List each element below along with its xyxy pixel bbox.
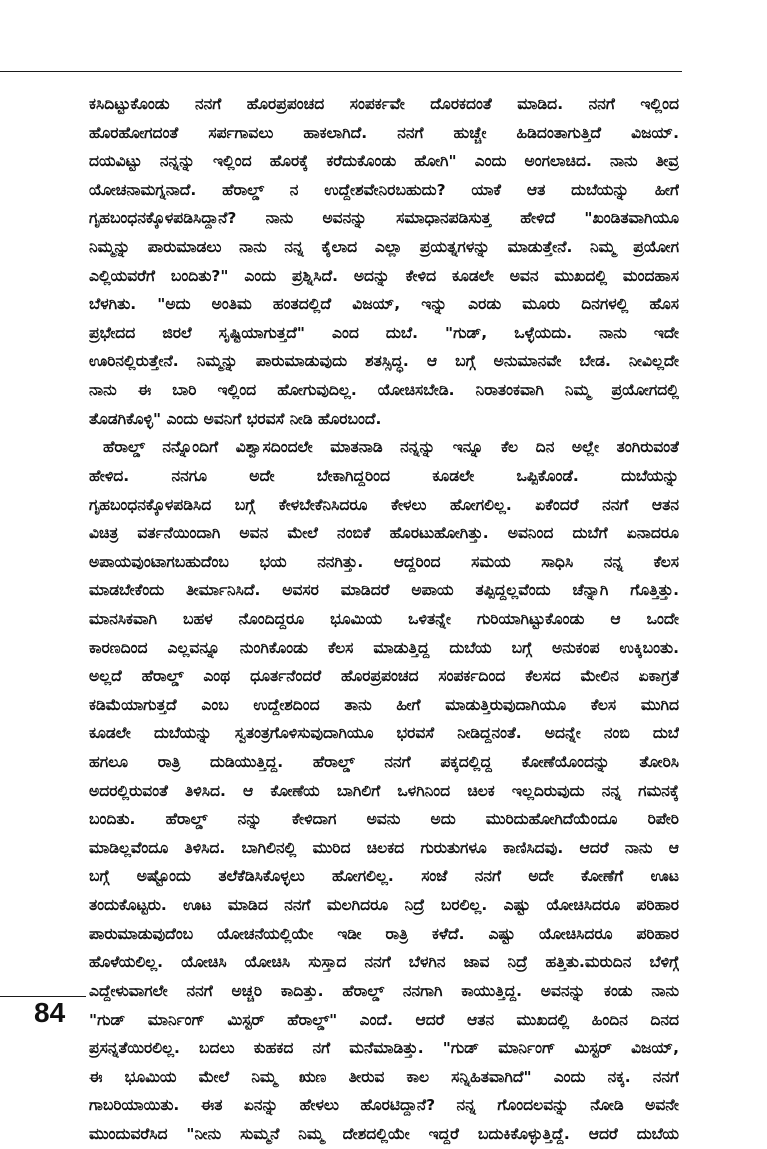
text-line: ಕಡಿಮೆಯಾಗುತ್ತದೆ ಎಂಬ ಉದ್ದೇಶದಿಂದ ತಾನು ಹೀಗೆ ಮಾಡುತ್ತಿರುವುದಾಗಿಯೂ ಕೆಲಸ ಮುಗಿದ bbox=[89, 695, 679, 714]
text-line: ಬಗ್ಗೆ ಅಷ್ಟೊಂದು ತಲೆಕೆಡಿಸಿಕೊಳ್ಳಲು ಹೋಗಲಿಲ್ಲ. ಸಂಜೆ ನನಗೆ ಅದೇ ಕೋಣೆಗೆ ಊಟ bbox=[89, 867, 679, 886]
text-line: "ಗುಡ್ ಮಾರ್ನಿಂಗ್ ಮಿಸ್ಟರ್ ಹೆರಾಲ್ಡ್" ಎಂದೆ. ಆದರೆ ಆತನ ಮುಖದಲ್ಲಿ ಹಿಂದಿನ ದಿನದ bbox=[89, 1010, 679, 1029]
text-line: ಎದ್ದೇಳುವಾಗಲೇ ನನಗೆ ಅಚ್ಚರಿ ಕಾದಿತ್ತು. ಹೆರಾಲ್ಡ್ ನನಗಾಗಿ ಕಾಯುತ್ತಿದ್ದ. ಅವನನ್ನು ಕಂಡು ನಾನು bbox=[89, 981, 679, 1000]
body-text bbox=[89, 90, 679, 1149]
text-line: ಹೊರಹೋಗದಂತೆ ಸರ್ಪಗಾವಲು ಹಾಕಲಾಗಿದೆ. ನನಗೆ ಹುಚ್ಚೇ ಹಿಡಿದಂತಾಗುತ್ತಿದೆ ವಿಜಯ್. bbox=[89, 123, 679, 142]
text-line: ತಂದುಕೊಟ್ಟರು. ಊಟ ಮಾಡಿದ ನನಗೆ ಮಲಗಿದರೂ ನಿದ್ರೆ ಬರಲಿಲ್ಲ. ಎಷ್ಟು ಯೋಚಿಸಿದರೂ ಪರಿಹಾರ bbox=[89, 896, 679, 915]
text-line: ಕಸಿದಿಟ್ಟುಕೊಂಡು ನನಗೆ ಹೊರಪ್ರಪಂಚದ ಸಂಪರ್ಕವೇ ದೊರಕದಂತೆ ಮಾಡಿದ. ನನಗೆ ಇಲ್ಲಿಂದ bbox=[89, 95, 679, 113]
text-line: ಹೊಳೆಯಲಿಲ್ಲ. ಯೋಚಿಸಿ ಯೋಚಿಸಿ ಸುಸ್ತಾದ ನನಗೆ ಬೆಳಗಿನ ಜಾವ ನಿದ್ರೆ ಹತ್ತಿತು.ಮರುದಿನ ಬೆಳಿಗ್ಗೆ bbox=[89, 953, 679, 972]
header-rule bbox=[0, 71, 682, 72]
text-line: ದಯವಿಟ್ಟು ನನ್ನನ್ನು ಇಲ್ಲಿಂದ ಹೊರಕ್ಕೆ ಕರೆದುಕೊಂಡು ಹೋಗಿ" ಎಂದು ಅಂಗಲಾಚಿದ. ನಾನು ತೀವ್ರ bbox=[89, 152, 679, 171]
text-line: ಕಾರಣದಿಂದ ಎಲ್ಲವನ್ನೂ ನುಂಗಿಕೊಂಡು ಕೆಲಸ ಮಾಡುತ್ತಿದ್ದ ದುಬೆಯ ಬಗ್ಗೆ ಅನುಕಂಪ ಉಕ್ಕಿಬಂತು. bbox=[89, 638, 679, 657]
text-line: ಗಾಬರಿಯಾಯಿತು. ಈತ ಏನನ್ನು ಹೇಳಲು ಹೊರಟಿದ್ದಾನೆ? ನನ್ನ ಗೊಂದಲವನ್ನು ನೋಡಿ ಅವನೇ bbox=[89, 1096, 679, 1115]
text-line: ತೊಡಗಿಕೊಳ್ಳಿ" ಎಂದು ಅವನಿಗೆ ಭರವಸೆ ನೀಡಿ ಹೊರಬಂದೆ. bbox=[89, 409, 382, 428]
text-line: ಪ್ರಸನ್ನತೆಯಿರಲಿಲ್ಲ. ಬದಲು ಕುಹಕದ ನಗೆ ಮನೆಮಾಡಿತ್ತು. "ಗುಡ್ ಮಾರ್ನಿಂಗ್ ಮಿಸ್ಟರ್ ವಿಜಯ್, bbox=[89, 1039, 679, 1058]
text-line: ಹಗಲೂ ರಾತ್ರಿ ದುಡಿಯುತ್ತಿದ್ದ. ಹೆರಾಲ್ಡ್ ನನಗೆ ಪಕ್ಕದಲ್ಲಿದ್ದ ಕೋಣೆಯೊಂದನ್ನು ತೋರಿಸಿ bbox=[89, 753, 679, 772]
text-line: ಬೆಳಗಿತು. "ಅದು ಅಂತಿಮ ಹಂತದಲ್ಲಿದೆ ವಿಜಯ್, ಇನ್ನು ಎರಡು ಮೂರು ದಿನಗಳಲ್ಲಿ ಹೊಸ bbox=[89, 295, 679, 314]
text-line: ಪ್ರಭೇದದ ಜಿರಲೆ ಸೃಷ್ಟಿಯಾಗುತ್ತದೆ" ಎಂದ ದುಬೆ. "ಗುಡ್, ಒಳ್ಳೆಯದು. ನಾನು ಇದೇ bbox=[89, 323, 679, 342]
text-line: ಹೆರಾಲ್ಡ್ ನನ್ನೊಂದಿಗೆ ವಿಶ್ವಾಸದಿಂದಲೇ ಮಾತನಾಡಿ ನನ್ನನ್ನು ಇನ್ನೂ ಕೆಲ ದಿನ ಅಲ್ಲೇ ತಂಗಿರುವಂತೆ bbox=[103, 438, 679, 457]
text-line: ಪಾರುಮಾಡುವುದೆಂಬ ಯೋಚನೆಯಲ್ಲಿಯೇ ಇಡೀ ರಾತ್ರಿ ಕಳೆದೆ. ಎಷ್ಟು ಯೋಚಿಸಿದರೂ ಪರಿಹಾರ bbox=[89, 924, 679, 943]
text-line: ಯೋಚನಾಮಗ್ನನಾದೆ. ಹೆರಾಲ್ಡ್ ನ ಉದ್ದೇಶವೇನಿರಬಹುದು? ಯಾಕೆ ಆತ ದುಬೆಯನ್ನು ಹೀಗೆ bbox=[89, 180, 679, 199]
text-line: ನಿಮ್ಮನ್ನು ಪಾರುಮಾಡಲು ನಾನು ನನ್ನ ಕೈಲಾದ ಎಲ್ಲಾ ಪ್ರಯತ್ನಗಳನ್ನು ಮಾಡುತ್ತೇನೆ. ನಿಮ್ಮ ಪ್ರಯೋಗ bbox=[89, 238, 679, 257]
text-line: ಮಾಡಬೇಕೆಂದು ತೀರ್ಮಾನಿಸಿದೆ. ಅವಸರ ಮಾಡಿದರೆ ಅಪಾಯ ತಪ್ಪಿದ್ದಲ್ಲವೆಂದು ಚೆನ್ನಾಗಿ ಗೊತ್ತಿತ್ತು. bbox=[89, 581, 679, 600]
text-line: ಅದರಲ್ಲಿರುವಂತೆ ತಿಳಿಸಿದ. ಆ ಕೋಣೆಯ ಬಾಗಿಲಿಗೆ ಒಳಗಿನಿಂದ ಚಿಲಕ ಇಲ್ಲದಿರುವುದು ನನ್ನ ಗಮನಕ್ಕೆ bbox=[89, 781, 679, 800]
text-line: ಗೃಹಬಂಧನಕ್ಕೊಳಪಡಿಸಿದ್ದಾನೆ? ನಾನು ಅವನನ್ನು ಸಮಾಧಾನಪಡಿಸುತ್ತ ಹೇಳಿದೆ "ಖಂಡಿತವಾಗಿಯೂ bbox=[89, 209, 679, 228]
text-line: ಅಲ್ಲದೆ ಹೆರಾಲ್ಡ್ ಎಂಥ ಧೂರ್ತನೆಂದರೆ ಹೊರಪ್ರಪಂಚದ ಸಂಪರ್ಕದಿಂದ ಕೆಲಸದ ಮೇಲಿನ ಏಕಾಗ್ರತೆ bbox=[89, 667, 679, 686]
text-line: ಎಲ್ಲಿಯವರೆಗೆ ಬಂದಿತು?" ಎಂದು ಪ್ರಶ್ನಿಸಿದೆ. ಅದನ್ನು ಕೇಳಿದ ಕೂಡಲೇ ಅವನ ಮುಖದಲ್ಲಿ ಮಂದಹಾಸ bbox=[89, 266, 679, 285]
text-line: ಮಾಡಿಲ್ಲವೆಂದೂ ತಿಳಿಸಿದ. ಬಾಗಿಲಿನಲ್ಲಿ ಮುರಿದ ಚಿಲಕದ ಗುರುತುಗಳೂ ಕಾಣಿಸಿದವು. ಆದರೆ ನಾನು ಆ bbox=[89, 838, 679, 857]
text-line: ಊರಿನಲ್ಲಿರುತ್ತೇನೆ. ನಿಮ್ಮನ್ನು ಪಾರುಮಾಡುವುದು ಶತಸ್ಸಿದ್ಧ. ಆ ಬಗ್ಗೆ ಅನುಮಾನವೇ ಬೇಡ. ನೀವಿಲ್ಲದೇ bbox=[89, 352, 679, 371]
text-line: ಹೇಳಿದ. ನನಗೂ ಅದೇ ಬೇಕಾಗಿದ್ದರಿಂದ ಕೂಡಲೇ ಒಪ್ಪಿಕೊಂಡೆ. ದುಬೆಯನ್ನು bbox=[89, 466, 679, 485]
page-number: 84 bbox=[34, 997, 66, 1028]
text-line: ಅಪಾಯವುಂಟಾಗಬಹುದೆಂಬ ಭಯ ನನಗಿತ್ತು. ಆದ್ದರಿಂದ ಸಮಯ ಸಾಧಿಸಿ ನನ್ನ ಕೆಲಸ bbox=[89, 552, 679, 571]
text-line: ಈ ಭೂಮಿಯ ಮೇಲೆ ನಿಮ್ಮ ಋಣ ತೀರುವ ಕಾಲ ಸನ್ನಿಹಿತವಾಗಿದೆ" ಎಂದು ನಕ್ಕ. ನನಗೆ bbox=[89, 1067, 679, 1086]
text-line: ಗೃಹಬಂಧನಕ್ಕೊಳಪಡಿಸಿದ ಬಗ್ಗೆ ಕೇಳಬೇಕೆನಿಸಿದರೂ ಕೇಳಲು ಹೋಗಲಿಲ್ಲ. ಏಕೆಂದರೆ ನನಗೆ ಆತನ bbox=[89, 495, 679, 514]
text-line: ಮಾನಸಿಕವಾಗಿ ಬಹಳ ನೊಂದಿದ್ದರೂ ಭೂಮಿಯ ಒಳಿತನ್ನೇ ಗುರಿಯಾಗಿಟ್ಟುಕೊಂಡು ಆ ಒಂದೇ bbox=[89, 609, 679, 628]
text-line: ನಾನು ಈ ಬಾರಿ ಇಲ್ಲಿಂದ ಹೋಗುವುದಿಲ್ಲ. ಯೋಚಿಸಬೇಡಿ. ನಿರಾತಂಕವಾಗಿ ನಿಮ್ಮ ಪ್ರಯೋಗದಲ್ಲಿ bbox=[89, 381, 679, 400]
text-line: ಕೂಡಲೇ ದುಬೆಯನ್ನು ಸ್ವತಂತ್ರಗೊಳಿಸುವುದಾಗಿಯೂ ಭರವಸೆ ನೀಡಿದ್ದನಂತೆ. ಅದನ್ನೇ ನಂಬಿ ದುಬೆ bbox=[89, 724, 679, 743]
text-line: ಬಂದಿತು. ಹೆರಾಲ್ಡ್ ನನ್ನು ಕೇಳಿದಾಗ ಅವನು ಅದು ಮುರಿದುಹೋಗಿದೆಯೆಂದೂ ರಿಪೇರಿ bbox=[89, 810, 679, 829]
text-line: ವಿಚಿತ್ರ ವರ್ತನೆಯಿಂದಾಗಿ ಅವನ ಮೇಲೆ ನಂಬಿಕೆ ಹೊರಟುಹೋಗಿತ್ತು. ಅವನಿಂದ ದುಬೆಗೆ ಏನಾದರೂ bbox=[89, 524, 679, 543]
text-line: ಮುಂದುವರೆಸಿದ "ನೀನು ಸುಮ್ಮನೆ ನಿಮ್ಮ ದೇಶದಲ್ಲಿಯೇ ಇದ್ದರೆ ಬದುಕಿಕೊಳ್ಳುತ್ತಿದ್ದೆ. ಆದರೆ ದುಬೆಯ bbox=[89, 1124, 679, 1143]
